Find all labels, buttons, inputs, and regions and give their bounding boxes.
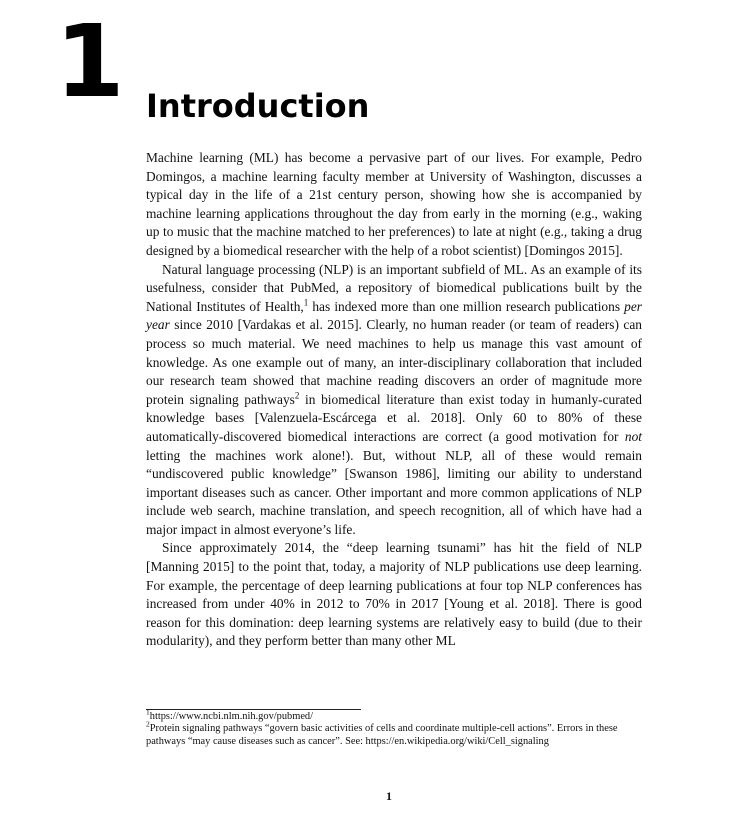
footnote-1 <box>146 707 644 723</box>
footnote-2 <box>146 719 644 748</box>
chapter-number: 1 <box>55 3 125 120</box>
page-number: 1 <box>386 789 392 803</box>
paragraph-2-part-e: letting the machines work alone!). But, without NLP, all of these would remain “undiscovered public knowledge” [Swanson 1986], limiting our ability to understand important diseases such as cancer. Other important and more common applications of NLP include web search, machine translation, and speech recognition, all of which have had a major impact in almost everyone’s life. <box>146 447 642 537</box>
body-text <box>146 149 642 651</box>
footnote-1-mark: 1 <box>146 707 150 717</box>
emphasis-not: not <box>624 428 642 444</box>
paragraph-2-part-d: in biomedical literature than exist today in humanly-curated knowledge bases [Valenzuela-Escárcega et al. 2018]. Only 60 to 80% of these automatically-discovered biomedical interactions are correct (a good motivation for <box>146 391 642 444</box>
chapter-title: Introduction <box>146 87 370 125</box>
paragraph-2-part-c: since 2010 [Vardakas et al. 2015]. Clearly, no human reader (or team of readers) can process so much material. We need machines to help us manage this vast amount of knowledge. As one example out of many, an inter-disciplinary collaboration that included our research team showed that machine reading discovers an order of magnitude more protein signaling pathways <box>146 317 642 407</box>
footnote-1-text[interactable]: https://www.ncbi.nlm.nih.gov/pubmed/ <box>149 711 314 722</box>
footnote-2-text: Protein signaling pathways “govern basic activities of cells and coordinate multiple-cell actions”. Errors in these pathways “may cause diseases such as cancer”. See: https://en.wikipedia.org/wiki/Cell_signaling <box>146 723 618 747</box>
footnotes <box>146 707 644 748</box>
footnote-divider <box>146 709 361 710</box>
paragraph-2-part-a: Natural language processing (NLP) is an important subfield of ML. As an example of its usefulness, consider that PubMed, a repository of biomedical publications built by the National Institutes of Health, <box>146 261 642 314</box>
paragraph-1: Machine learning (ML) has become a pervasive part of our lives. For example, Pedro Domingos, a machine learning faculty member at University of Washington, discusses a typical day in the life of a 21st century person, showing how she is accompanied by machine learning applications throughout the day from early in the morning (e.g., waking up to music that the machine matched to her preferences) to late at night (e.g., taking a drug designed by a biomedical researcher with the help of a robot scientist) [Domingos 2015]. <box>146 150 642 258</box>
footnote-2-marker[interactable]: 2 <box>294 390 300 401</box>
paragraph-2-part-b: has indexed more than one million research publications <box>308 298 625 314</box>
footnote-2-mark: 2 <box>146 719 150 729</box>
paragraph-2 <box>146 261 642 540</box>
footnote-1-marker[interactable]: 1 <box>303 297 309 308</box>
emphasis-per-year: per year <box>146 298 642 333</box>
paragraph-3: Since approximately 2014, the “deep learning tsunami” has hit the field of NLP [Manning 2015] to the point that, today, a majority of NLP publications use deep learning. For example, the percentage of deep learning publications at four top NLP conferences has increased from under 40% in 2012 to 70% in 2017 [Young et al. 2018]. There is good reason for this domination: deep learning systems are relatively easy to build (due to their modularity), and they perform better than many other ML <box>146 540 642 649</box>
